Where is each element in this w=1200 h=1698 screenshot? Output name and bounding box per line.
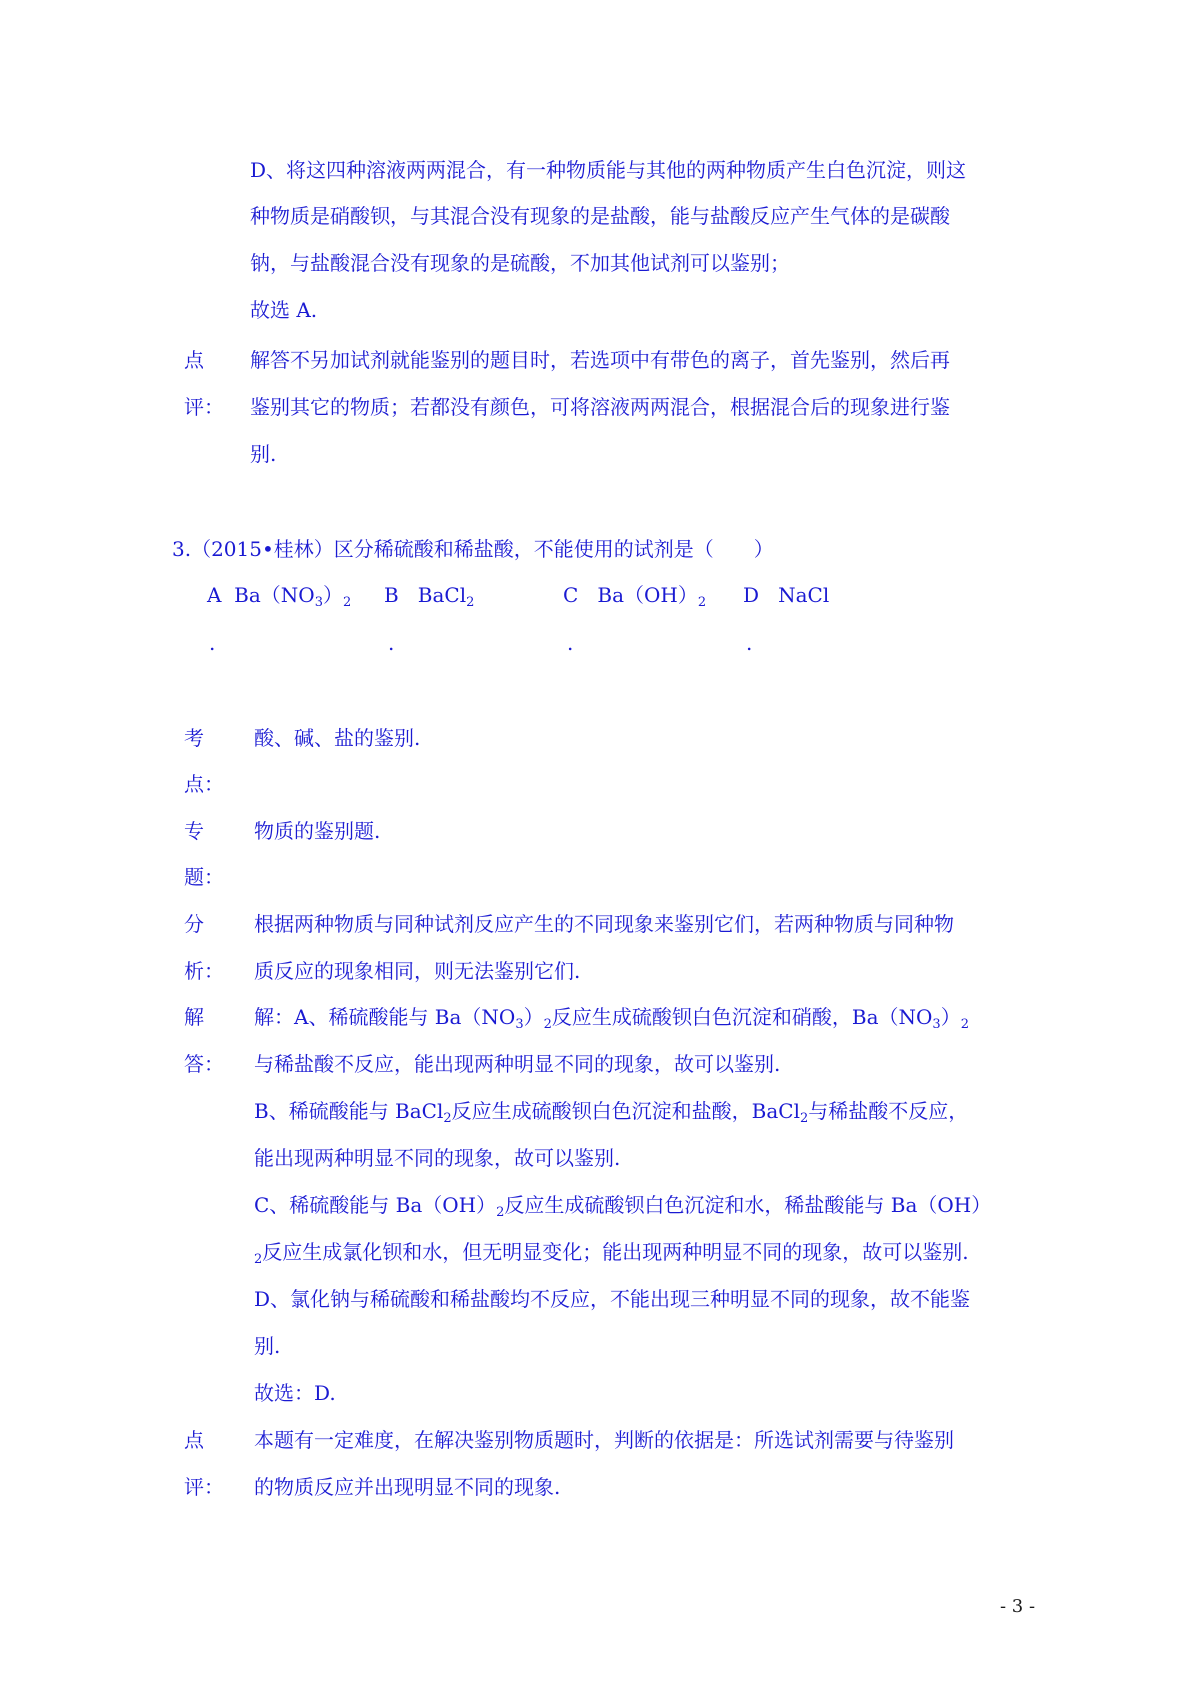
subscript: 3: [932, 1017, 941, 1032]
option-text: BaCl: [417, 583, 467, 607]
text: 反应生成硫酸钡白色沉淀和水，稀盐酸能与 Ba（OH）: [504, 1193, 992, 1217]
subscript: 2: [466, 595, 475, 610]
subscript: 2: [443, 1111, 452, 1126]
jieda-b-line-2: 能出现两种明显不同的现象，故可以鉴别.: [254, 1146, 621, 1170]
prev-answer-line-4: 故选 A.: [250, 298, 318, 322]
fenxi-label-bottom: 析：: [184, 959, 224, 983]
prev-answer-line-2: 种物质是硝酸钡，与其混合没有现象的是盐酸，能与盐酸反应产生气体的是碳酸: [250, 204, 950, 228]
option-c: [563, 582, 706, 608]
prev-comment-line-2: 鉴别其它的物质；若都没有颜色，可将溶液两两混合，根据混合后的现象进行鉴: [250, 395, 950, 419]
option-text: Ba（NO: [234, 583, 315, 607]
option-text: NaCl: [778, 583, 830, 607]
subscript: 2: [799, 1111, 809, 1126]
jieda-a-line-2: 与稀盐酸不反应，能出现两种明显不同的现象，故可以鉴别.: [254, 1052, 781, 1076]
text: B、稀硫酸能与 BaCl: [254, 1099, 444, 1123]
kaodian-label-top: 考: [184, 726, 204, 750]
option-d-dot: .: [746, 631, 753, 655]
option-d: [743, 582, 829, 608]
subscript: 2: [254, 1252, 263, 1267]
prev-comment-line-3: 别.: [250, 442, 277, 466]
text: ）: [940, 1005, 961, 1029]
fenxi-line-1: 根据两种物质与同种试剂反应产生的不同现象来鉴别它们，若两种物质与同种物: [254, 912, 954, 936]
text: C、稀硫酸能与 Ba（OH）: [254, 1193, 497, 1217]
prev-answer-line-3: 钠，与盐酸混合没有现象的是硫酸，不加其他试剂可以鉴别；: [250, 251, 790, 275]
jieda-a-line-1: [254, 1004, 969, 1030]
text: 反应生成硫酸钡白色沉淀和盐酸，BaCl: [451, 1099, 800, 1123]
jieda-d-line-1: D、氯化钠与稀硫酸和稀盐酸均不反应，不能出现三种明显不同的现象，故不能鉴: [254, 1287, 971, 1311]
option-b: [384, 582, 474, 608]
subscript: 2: [543, 1017, 552, 1032]
option-letter: C: [563, 583, 579, 607]
jieda-label-top: 解: [184, 1005, 204, 1029]
jieda-b-line-1: [254, 1098, 968, 1124]
jieda-c-line-2: [254, 1239, 969, 1265]
text: 与稀盐酸不反应，: [808, 1099, 969, 1123]
subscript: 2: [697, 595, 707, 610]
subscript: 3: [515, 1017, 524, 1032]
subscript: 2: [960, 1017, 969, 1032]
option-a-dot: .: [209, 631, 216, 655]
zhuanti-label-top: 专: [184, 819, 204, 843]
dianping-label-top: 点: [184, 1428, 204, 1452]
text: 反应生成氯化钡和水，但无明显变化；能出现两种明显不同的现象，故可以鉴别.: [262, 1240, 969, 1264]
option-letter: B: [384, 583, 399, 607]
dianping-line-1: 本题有一定难度，在解决鉴别物质题时，判断的依据是：所选试剂需要与待鉴别: [254, 1428, 954, 1452]
prev-comment-label-top: 点: [184, 348, 204, 372]
option-text: Ba（OH）: [597, 583, 698, 607]
jieda-label-bottom: 答：: [184, 1052, 224, 1076]
fenxi-label-top: 分: [184, 912, 204, 936]
question-stem: 3.（2015•桂林）区分稀硫酸和稀盐酸，不能使用的试剂是（ ）: [172, 537, 774, 561]
fenxi-line-2: 质反应的现象相同，则无法鉴别它们.: [254, 959, 581, 983]
jieda-choice: 故选：D.: [254, 1381, 336, 1405]
option-text: ）: [322, 583, 343, 607]
option-letter: D: [743, 583, 760, 607]
subscript: 2: [342, 595, 352, 610]
dianping-label-bottom: 评：: [184, 1475, 224, 1499]
text: 反应生成硫酸钡白色沉淀和硝酸，Ba（NO: [551, 1005, 933, 1029]
zhuanti-text: 物质的鉴别题.: [254, 819, 381, 843]
option-b-dot: .: [388, 631, 395, 655]
option-letter: A: [207, 583, 222, 607]
prev-answer-line-1: D、将这四种溶液两两混合，有一种物质能与其他的两种物质产生白色沉淀，则这: [250, 158, 967, 182]
subscript: 3: [314, 595, 323, 610]
dianping-line-2: 的物质反应并出现明显不同的现象.: [254, 1475, 561, 1499]
text: 解：A、稀硫酸能与 Ba（NO: [254, 1005, 516, 1029]
kaodian-label-bottom: 点：: [184, 772, 224, 796]
zhuanti-label-bottom: 题：: [184, 865, 224, 889]
text: ）: [523, 1005, 544, 1029]
option-a: [207, 582, 351, 608]
page-number: - 3 -: [1000, 1596, 1036, 1617]
option-c-dot: .: [567, 631, 574, 655]
jieda-d-line-2: 别.: [254, 1334, 281, 1358]
subscript: 2: [496, 1205, 505, 1220]
prev-comment-label-bottom: 评：: [184, 395, 224, 419]
prev-comment-line-1: 解答不另加试剂就能鉴别的题目时，若选项中有带色的离子，首先鉴别，然后再: [250, 348, 950, 372]
kaodian-text: 酸、碱、盐的鉴别.: [254, 726, 421, 750]
jieda-c-line-1: [254, 1192, 991, 1218]
